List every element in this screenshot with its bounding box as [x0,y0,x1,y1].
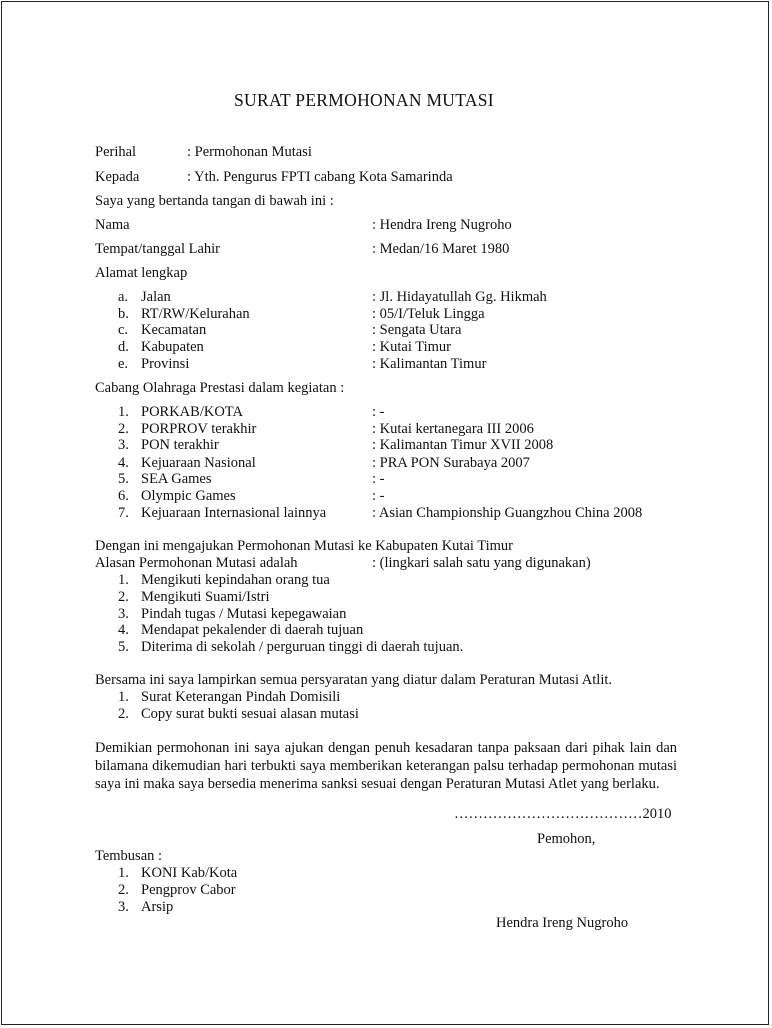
list-marker: 3. [118,606,129,622]
alasan-item: Mendapat pekalender di daerah tujuan [141,622,364,638]
list-marker: 1. [118,572,129,588]
prestasi-label: PORPROV terakhir [141,421,257,437]
lampiran-item: Copy surat bukti sesuai alasan mutasi [141,706,359,722]
tembusan-item: KONI Kab/Kota [141,865,238,881]
cabang-heading: Cabang Olahraga Prestasi dalam kegiatan : [95,380,345,396]
prestasi-value: : Kalimantan Timur XVII 2008 [372,437,554,453]
prestasi-value: : Asian Championship Guangzhou China 2008 [372,505,643,521]
nama-value: : Hendra Ireng Nugroho [372,217,512,233]
intro-text: Saya yang bertanda tangan di bawah ini : [95,193,334,209]
alamat-kecamatan-value: : Sengata Utara [372,322,462,338]
signer-name: Hendra Ireng Nugroho [496,915,629,931]
list-marker: c. [118,322,129,338]
prestasi-label: Kejuaraan Internasional lainnya [141,505,327,521]
list-marker: 4. [118,622,129,638]
alasan-value: : (lingkari salah satu yang digunakan) [372,555,591,571]
alamat-kabupaten-label: Kabupaten [141,339,204,355]
tembusan-heading: Tembusan : [95,848,163,864]
list-marker: 2. [118,589,129,605]
alamat-provinsi-label: Provinsi [141,356,190,372]
prestasi-label: PON terakhir [141,437,219,453]
list-marker: d. [118,339,129,355]
pemohon-label: Pemohon, [537,831,596,847]
list-marker: 6. [118,488,129,504]
list-marker: 5. [118,471,129,487]
prestasi-value: : - [372,404,385,420]
alamat-rtrw-value: : 05/I/Teluk Lingga [372,306,485,322]
ttl-label: Tempat/tanggal Lahir [95,241,221,257]
document-title: SURAT PERMOHONAN MUTASI [234,90,494,110]
perihal-label: Perihal [95,144,137,160]
alasan-item: Mengikuti kepindahan orang tua [141,572,330,588]
alamat-jalan-value: : Jl. Hidayatullah Gg. Hikmah [372,289,547,305]
list-marker: 2. [118,421,129,437]
tembusan-item: Arsip [141,899,174,915]
prestasi-label: PORKAB/KOTA [141,404,243,420]
prestasi-value: : PRA PON Surabaya 2007 [372,455,530,471]
list-marker: 4. [118,455,129,471]
list-marker: 5. [118,639,129,655]
list-marker: 3. [118,899,129,915]
date-line: …………………………………2010 [454,806,672,822]
alamat-rtrw-label: RT/RW/Kelurahan [141,306,250,322]
prestasi-value: : - [372,488,385,504]
kepada-label: Kepada [95,169,140,185]
alamat-kabupaten-value: : Kutai Timur [372,339,451,355]
prestasi-label: Olympic Games [141,488,236,504]
list-marker: a. [118,289,129,305]
closing-paragraph: Demikian permohonan ini saya ajukan dengan penuh kesadaran tanpa paksaan dari pihak lain dan bilamana dikemudian hari terbukti saya memberikan keterangan palsu terhadap permohonan mutasi saya ini maka saya bersedia menerima sanksi sesuai dengan Peraturan Mutasi Atlet yang berlaku. [95,740,677,793]
alamat-heading: Alamat lengkap [95,265,188,281]
lampiran-intro: Bersama ini saya lampirkan semua persyaratan yang diatur dalam Peraturan Mutasi Atlit. [95,672,613,688]
list-marker: 1. [118,689,129,705]
prestasi-label: SEA Games [141,471,212,487]
alasan-label: Alasan Permohonan Mutasi adalah [95,555,298,571]
prestasi-label: Kejuaraan Nasional [141,455,256,471]
list-marker: 2. [118,882,129,898]
lampiran-item: Surat Keterangan Pindah Domisili [141,689,341,705]
list-marker: 2. [118,706,129,722]
nama-label: Nama [95,217,130,233]
list-marker: 1. [118,404,129,420]
alasan-item: Diterima di sekolah / perguruan tinggi di daerah tujuan. [141,639,464,655]
list-marker: 1. [118,865,129,881]
list-marker: b. [118,306,129,322]
alamat-provinsi-value: : Kalimantan Timur [372,356,487,372]
pengajuan-text: Dengan ini mengajukan Permohonan Mutasi ke Kabupaten Kutai Timur [95,538,514,554]
alamat-kecamatan-label: Kecamatan [141,322,207,338]
alasan-item: Mengikuti Suami/Istri [141,589,270,605]
prestasi-value: : Kutai kertanegara III 2006 [372,421,534,437]
perihal-value: : Permohonan Mutasi [187,144,312,160]
ttl-value: : Medan/16 Maret 1980 [372,241,510,257]
tembusan-item: Pengprov Cabor [141,882,236,898]
list-marker: 7. [118,505,129,521]
alamat-jalan-label: Jalan [141,289,171,305]
list-marker: e. [118,356,129,372]
kepada-value: : Yth. Pengurus FPTI cabang Kota Samarinda [187,169,453,185]
prestasi-value: : - [372,471,385,487]
alasan-item: Pindah tugas / Mutasi kepegawaian [141,606,347,622]
list-marker: 3. [118,437,129,453]
